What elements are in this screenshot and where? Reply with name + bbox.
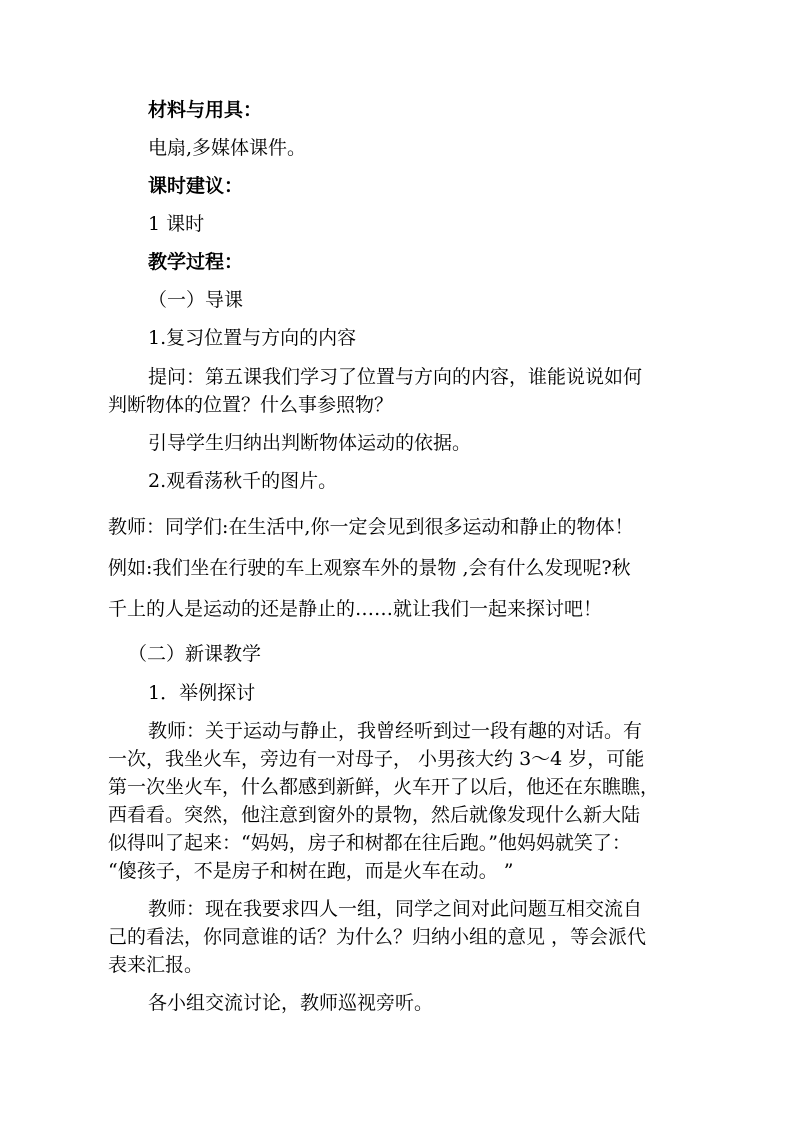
discuss-line1: 教师：现在我要求四人一组，同学之间对此问题互相交流自 [148, 898, 643, 920]
intro-guide: 引导学生归纳出判断物体运动的依据。 [148, 432, 472, 454]
story-line3: 第一次坐火车，什么都感到新鲜，火车开了以后，他还在东瞧瞧， [108, 776, 660, 798]
time-text: 1 课时 [148, 213, 205, 235]
teacher-line1: 教师：同学们:在生活中,你一定会见到很多运动和静止的物体！ [108, 516, 634, 538]
new-lesson-step1-title: 1．举例探讨 [148, 682, 256, 704]
story-line4: 西看看。突然，他注意到窗外的景物，然后就像发现什么新大陆 [108, 804, 641, 826]
intro-question-line2: 判断物体的位置？什么事参照物？ [108, 394, 394, 416]
time-heading: 课时建议： [148, 175, 244, 197]
intro-step2-title: 2.观看荡秋千的图片。 [148, 470, 338, 492]
discuss-line2: 己的看法，你同意谁的话？为什么？归纳小组的意见 ，等会派代 [108, 926, 647, 948]
intro-step1-title: 1.复习位置与方向的内容 [148, 327, 357, 349]
story-line6: “傻孩子，不是房子和树在跑，而是火车在动。 ” [108, 860, 514, 882]
intro-heading: （一）导课 [148, 289, 244, 311]
materials-text: 电扇,多媒体课件。 [148, 137, 307, 159]
teacher-line3: 千上的人是运动的还是静止的……就让我们一起来探讨吧！ [108, 598, 603, 620]
materials-heading: 材料与用具： [148, 99, 263, 121]
discuss-line3: 表来汇报。 [108, 954, 204, 976]
teacher-line2: 例如:我们坐在行驶的车上观察车外的景物 ,会有什么发现呢?秋 [108, 557, 631, 579]
process-heading: 教学过程： [148, 251, 244, 273]
intro-question-line1: 提问：第五课我们学习了位置与方向的内容，谁能说说如何 [148, 366, 643, 388]
group-discussion-line: 各小组交流讨论，教师巡视旁听。 [148, 992, 434, 1014]
story-line1: 教师：关于运动与静止，我曾经听到过一段有趣的对话。有 [148, 720, 643, 742]
new-lesson-heading: （二）新课教学 [128, 643, 262, 665]
story-line2: 一次，我坐火车，旁边有一对母子， 小男孩大约 3～4 岁，可能 [108, 748, 645, 770]
story-line5: 似得叫了起来：“妈妈，房子和树都在往后跑。”他妈妈就笑了： [108, 832, 631, 854]
